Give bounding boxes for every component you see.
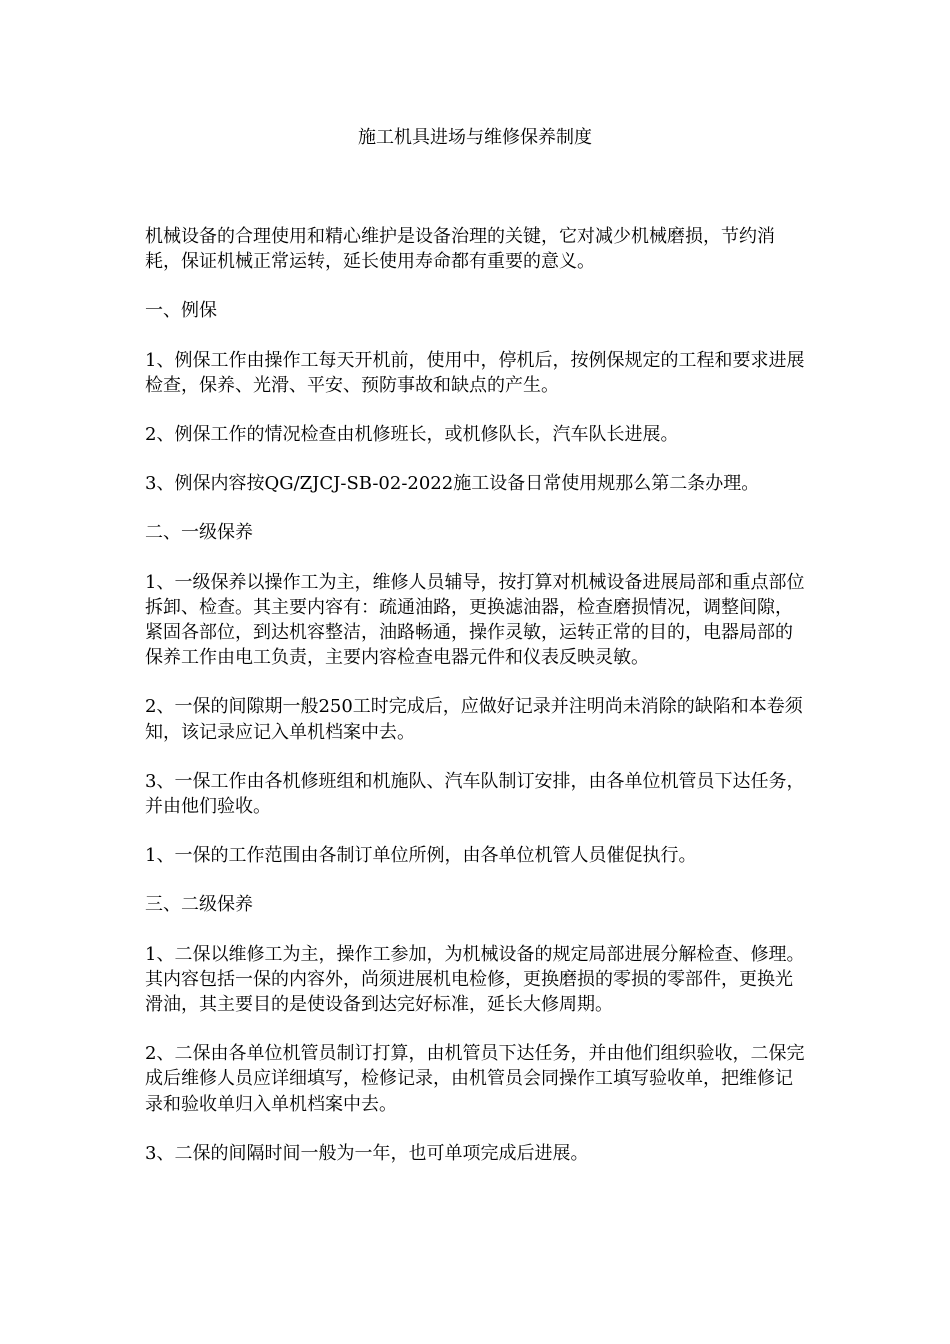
paragraph: 2、例保工作的情况检查由机修班长，或机修队长，汽车队长进展。 [145, 424, 679, 446]
paragraph: 3、例保内容按QG/ZJCJ-SB-02-2022施工设备日常使用规那么第二条办理。 [145, 473, 760, 495]
section-heading-first-level-maintenance: 二、一级保养 [145, 522, 253, 544]
paragraph: 2、一保的间隙期一般250工时完成后，应做好记录并注明尚未消除的缺陷和本卷须知，该记录应记入单机档案中去。 [145, 696, 803, 743]
paragraph: 1、二保以维修工为主，操作工参加，为机械设备的规定局部进展分解检查、修理。其内容包括一保的内容外，尚须进展机电检修，更换磨损的零损的零部件，更换光滑油，其主要目的是使设备到达完好标准，延长大修周期。 [145, 943, 805, 1016]
document-title: 施工机具进场与维修保养制度 [358, 127, 592, 148]
paragraph: 1、一保的工作范围由各制订单位所例，由各单位机管人员催促执行。 [145, 845, 697, 867]
section-heading-second-level-maintenance: 三、二级保养 [145, 894, 253, 916]
paragraph: 2、二保由各单位机管员制订打算，由机管员下达任务，并由他们组织验收，二保完成后维修人员应详细填写，检修记录，由机管员会同操作工填写验收单，把维修记录和验收单归入单机档案中去。 [145, 1043, 805, 1115]
section-heading-routine-maintenance: 一、例保 [145, 300, 217, 322]
document-body [145, 224, 809, 1190]
paragraph: 1、例保工作由操作工每天开机前，使用中，停机后，按例保规定的工程和要求进展检查，保养、光滑、平安、预防事故和缺点的产生。 [145, 349, 805, 396]
intro-paragraph: 机械设备的合理使用和精心维护是设备治理的关键，它对减少机械磨损，节约消耗，保证机械正常运转，延长使用寿命都有重要的意义。 [145, 226, 775, 273]
paragraph: 1、一级保养以操作工为主，维修人员辅导，按打算对机械设备进展局部和重点部位拆卸、检查。其主要内容有：疏通油路，更换滤油器，检查磨损情况，调整间隙，紧固各部位，到达机容整洁，油路畅通，操作灵敏，运转正常的目的，电器局部的保养工作由电工负责，主要内容检查电器元件和仪表反映灵敏。 [145, 571, 805, 669]
paragraph: 3、二保的间隔时间一般为一年，也可单项完成后进展。 [145, 1142, 589, 1164]
paragraph: 3、一保工作由各机修班组和机施队、汽车队制订安排，由各单位机管员下达任务，并由他们验收。 [145, 770, 805, 818]
